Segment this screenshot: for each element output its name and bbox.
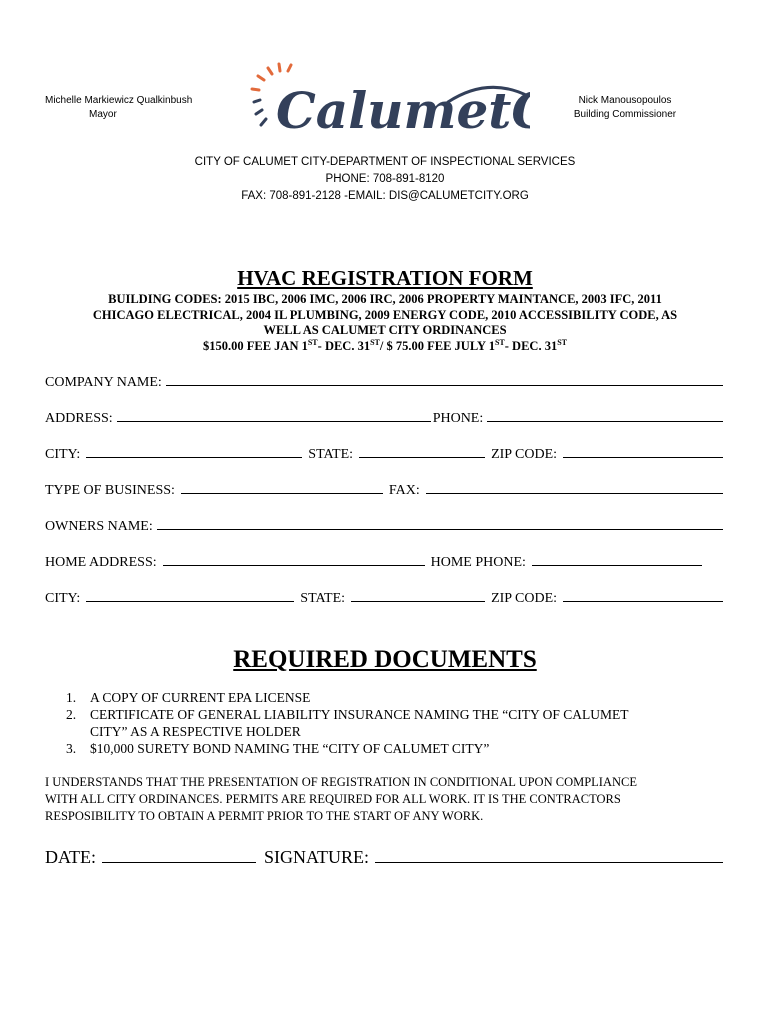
list-item-number: 1. bbox=[66, 690, 77, 705]
required-documents-list bbox=[66, 689, 716, 757]
type-of-business-label: TYPE OF BUSINESS: bbox=[45, 483, 175, 498]
date-field[interactable] bbox=[102, 846, 256, 863]
department-name: CITY OF CALUMET CITY-DEPARTMENT OF INSPECTIONAL SERVICES bbox=[194, 156, 576, 168]
department-fax-email: FAX: 708-891-2128 -EMAIL: DIS@CALUMETCITY.ORG bbox=[241, 190, 529, 202]
list-item-text bbox=[90, 706, 629, 740]
list-item bbox=[66, 689, 716, 706]
company-name-field[interactable] bbox=[166, 372, 723, 386]
date-label: DATE: bbox=[45, 847, 96, 867]
phone-field[interactable] bbox=[487, 408, 723, 422]
city-field[interactable] bbox=[86, 444, 302, 458]
building-codes bbox=[40, 292, 730, 354]
statement-line-2: WITH ALL CITY ORDINANCES. PERMITS ARE REQUIRED FOR ALL WORK. IT IS THE CONTRACTORS bbox=[45, 792, 621, 806]
fee-text-2: - DEC. 31 bbox=[317, 338, 371, 353]
zip-field-2[interactable] bbox=[563, 588, 723, 602]
codes-line-1: BUILDING CODES: 2015 IBC, 2006 IMC, 2006 IRC, 2006 PROPERTY MAINTANCE, 2003 IFC, 2011 bbox=[108, 292, 662, 306]
codes-line-3: WELL AS CALUMET CITY ORDINANCES bbox=[263, 323, 507, 337]
fax-label: FAX: bbox=[388, 483, 420, 498]
statement-line-3: RESPOSIBILITY TO OBTAIN A PERMIT PRIOR TO THE START OF ANY WORK. bbox=[45, 809, 484, 823]
codes-line-2: CHICAGO ELECTRICAL, 2004 IL PLUMBING, 2009 ENERGY CODE, 2010 ACCESSIBILITY CODE, AS bbox=[92, 307, 678, 322]
fee-sup-1: ST bbox=[307, 337, 318, 347]
list-item-text bbox=[90, 689, 310, 706]
state-label-2: STATE: bbox=[300, 591, 346, 606]
fax-field[interactable] bbox=[426, 480, 723, 494]
fee-text-3: / $ 75.00 FEE JULY 1 bbox=[379, 338, 495, 353]
state-field-2[interactable] bbox=[351, 588, 485, 602]
state-label: STATE: bbox=[308, 447, 354, 462]
home-address-field[interactable] bbox=[163, 552, 425, 566]
company-name-row bbox=[45, 372, 725, 391]
owners-name-field[interactable] bbox=[157, 516, 723, 530]
calumet-city-logo bbox=[248, 62, 530, 148]
home-phone-label: HOME PHONE: bbox=[430, 555, 526, 570]
commissioner-name: Nick Manousopoulos bbox=[578, 95, 672, 106]
commissioner-block bbox=[560, 94, 690, 122]
type-of-business-field[interactable] bbox=[181, 480, 383, 494]
address-label: ADDRESS: bbox=[45, 411, 113, 426]
statement-line-1: I UNDERSTANDS THAT THE PRESENTATION OF REGISTRATION IN CONDITIONAL UPON COMPLIANCE bbox=[45, 775, 637, 789]
list-item-line: CERTIFICATE OF GENERAL LIABILITY INSURANCE NAMING THE “CITY OF CALUMET bbox=[90, 707, 629, 722]
list-item-number: 2. bbox=[66, 707, 77, 722]
home-address-label: HOME ADDRESS: bbox=[45, 555, 157, 570]
state-field[interactable] bbox=[359, 444, 485, 458]
form-title: HVAC REGISTRATION FORM bbox=[237, 266, 533, 290]
mayor-title: Mayor bbox=[89, 109, 117, 120]
home-address-row bbox=[45, 552, 725, 571]
zip-field[interactable] bbox=[563, 444, 723, 458]
fee-line bbox=[40, 339, 730, 355]
list-item bbox=[66, 740, 716, 757]
phone-label: PHONE: bbox=[432, 411, 484, 426]
zip-label: ZIP CODE: bbox=[491, 447, 558, 462]
city-row bbox=[45, 444, 725, 463]
fee-sup-3: ST bbox=[494, 337, 505, 347]
owners-name-label: OWNERS NAME: bbox=[45, 519, 153, 534]
commissioner-title: Building Commissioner bbox=[573, 109, 677, 120]
owners-name-row bbox=[45, 516, 725, 535]
compliance-statement bbox=[45, 774, 725, 825]
type-of-business-row bbox=[45, 480, 725, 499]
logo-wordmark: Calumet bbox=[276, 81, 512, 140]
mayor-name: Michelle Markiewicz Qualkinbush bbox=[45, 95, 193, 106]
fee-text-4: - DEC. 31 bbox=[504, 338, 558, 353]
zip-label-2: ZIP CODE: bbox=[491, 591, 558, 606]
list-item-number: 3. bbox=[66, 741, 77, 756]
department-phone: PHONE: 708-891-8120 bbox=[325, 173, 445, 185]
list-item-line: $10,000 SURETY BOND NAMING THE “CITY OF CALUMET CITY” bbox=[90, 741, 490, 756]
fee-sup-2: ST bbox=[370, 337, 380, 347]
city-label-2: CITY: bbox=[45, 591, 81, 606]
signature-label: SIGNATURE: bbox=[264, 847, 370, 867]
company-name-label: COMPANY NAME: bbox=[45, 375, 162, 390]
list-item-text bbox=[90, 740, 489, 757]
list-item-line: A COPY OF CURRENT EPA LICENSE bbox=[90, 690, 311, 705]
fee-text-1: $150.00 FEE JAN 1 bbox=[202, 338, 308, 353]
list-item-line: CITY” AS A RESPECTIVE HOLDER bbox=[90, 724, 301, 739]
city-row-2 bbox=[45, 588, 725, 607]
home-phone-field[interactable] bbox=[532, 552, 702, 566]
list-item bbox=[66, 706, 716, 740]
address-row bbox=[45, 408, 725, 427]
date-signature-row bbox=[45, 846, 725, 868]
city-label: CITY: bbox=[45, 447, 81, 462]
department-header bbox=[0, 154, 770, 205]
address-field[interactable] bbox=[117, 408, 431, 422]
city-field-2[interactable] bbox=[86, 588, 294, 602]
signature-field[interactable] bbox=[375, 846, 723, 863]
required-documents-title: REQUIRED DOCUMENTS bbox=[233, 646, 537, 673]
logo-graphic bbox=[248, 62, 530, 148]
mayor-block bbox=[45, 94, 245, 122]
fee-sup-4: ST bbox=[557, 337, 567, 347]
